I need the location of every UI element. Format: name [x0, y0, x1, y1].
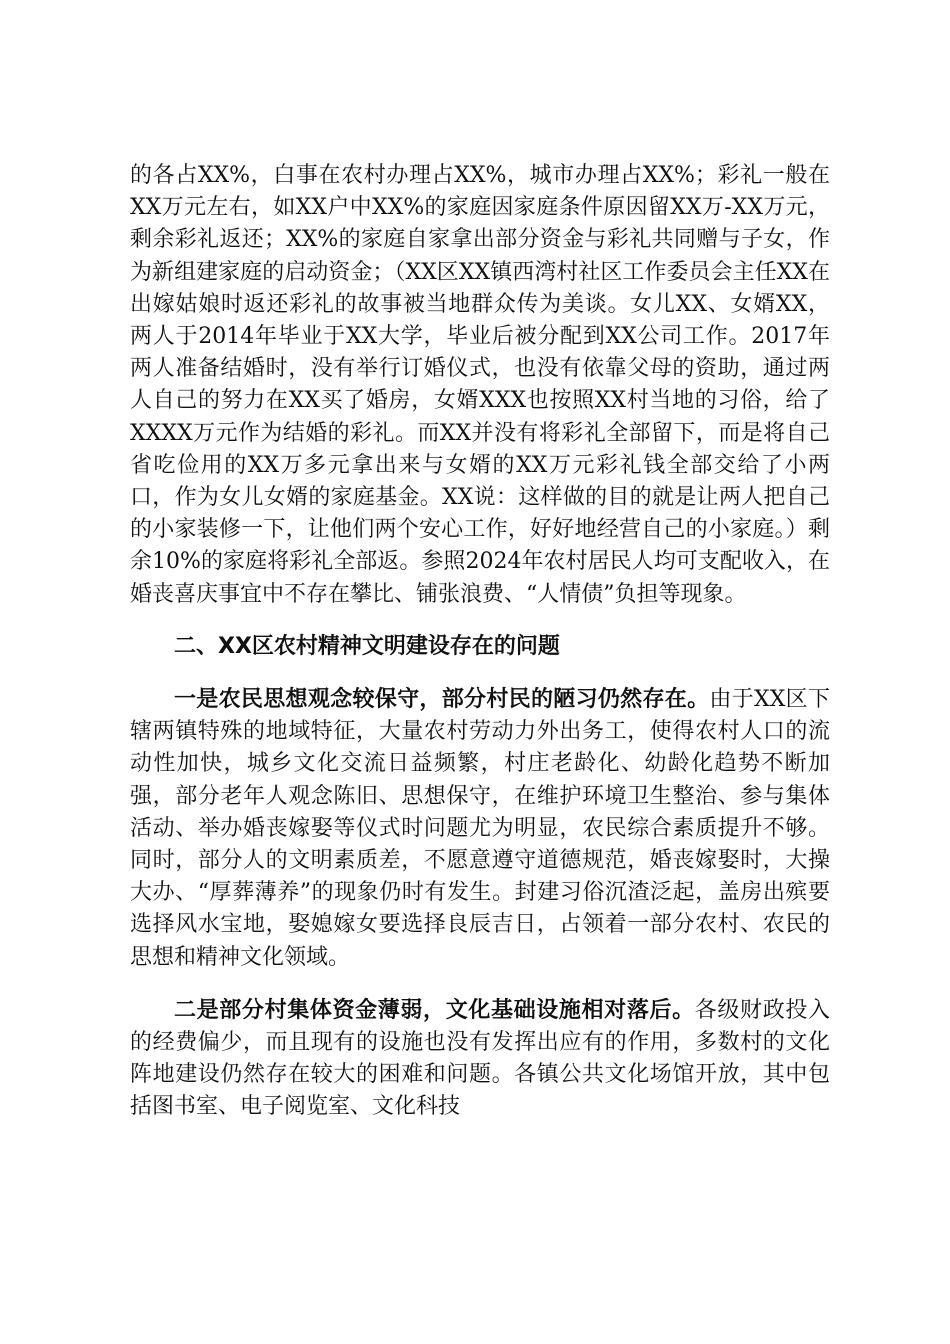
- document-page: [130, 160, 830, 1124]
- point-one-paragraph: [130, 683, 830, 974]
- point-two-paragraph: [130, 994, 830, 1124]
- point-two-body: 各级财政投入的经费偏少，而且现有的设施也没有发挥出应有的作用，多数村的文化阵地建设仍然存在较大的困难和问题。各镇公共文化场馆开放，其中包括图书室、电子阅览室、文化科技: [130, 997, 830, 1120]
- point-two-lead: 二是部分村集体资金薄弱，文化基础设施相对落后。: [174, 996, 695, 1023]
- point-one-body: 由于XX区下辖两镇特殊的地域特征，大量农村劳动力外出务工，使得农村人口的流动性加快，城乡文化交流日益频繁，村庄老龄化、幼龄化趋势不断加强，部分老年人观念陈旧、思想保守，在维护环境卫生整治、参与集体活动、举办婚丧嫁娶等仪式时问题尤为明显，农民综合素质提升不够。同时，部分人的文明素质差，不愿意遵守道德规范，婚丧嫁娶时，大操大办、“厚葬薄养”的现象仍时有发生。封建习俗沉渣泛起，盖房出殡要选择风水宝地，娶媳嫁女要选择良辰吉日，占领着一部分农村、农民的思想和精神文化领域。: [130, 687, 830, 970]
- continuation-paragraph: 的各占XX%，白事在农村办理占XX%，城市办理占XX%；彩礼一般在XX万元左右，如XX户中XX%的家庭因家庭条件原因留XX万-XX万元，剩余彩礼返还；XX%的家庭自家拿出部分资金与彩礼共同赠与子女，作为新组建家庭的启动资金；（XX区XX镇西湾村社区工作委员会主任XX在出嫁姑娘时返还彩礼的故事被当地群众传为美谈。女儿XX、女婿XX，两人于2014年毕业于XX大学，毕业后被分配到XX公司工作。2017年两人准备结婚时，没有举行订婚仪式，也没有依靠父母的资助，通过两人自己的努力在XX买了婚房，女婿XXX也按照XX村当地的习俗，给了XXXX万元作为结婚的彩礼。而XX并没有将彩礼全部留下，而是将自己省吃俭用的XX万多元拿出来与女婿的XX万元彩礼钱全部交给了小两口，作为女儿女婿的家庭基金。XX说：这样做的目的就是让两人把自己的小家装修一下，让他们两个安心工作，好好地经营自己的小家庭。）剩余10%的家庭将彩礼全部返。参照2024年农村居民人均可支配收入，在婚丧喜庆事宜中不存在攀比、铺张浪费、“人情债”负担等现象。: [130, 163, 830, 607]
- section-heading: 二、XX区农村精神文明建设存在的问题: [174, 633, 560, 659]
- point-one-lead: 一是农民思想观念较保守，部分村民的陋习仍然存在。: [174, 686, 710, 713]
